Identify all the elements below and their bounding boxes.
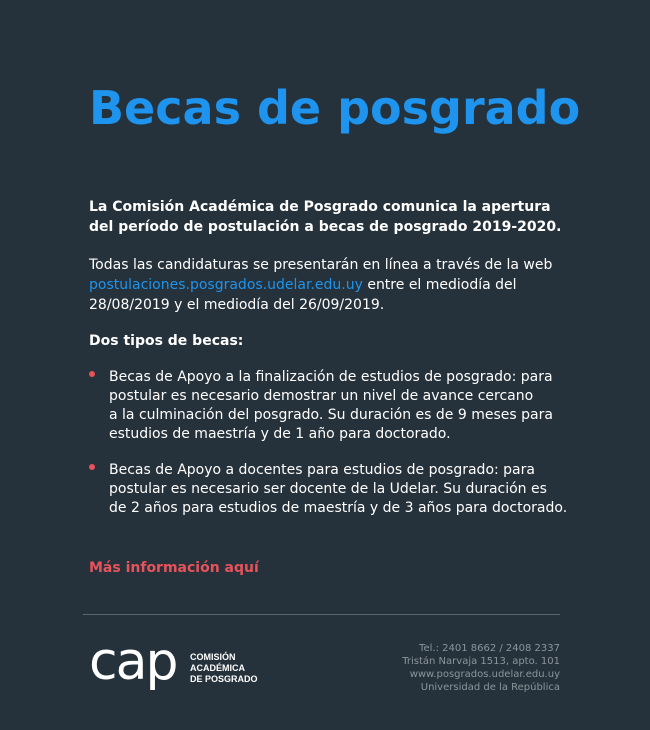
list-item-line: Becas de Apoyo a la finalización de estudios de posgrado: para — [109, 369, 553, 385]
list-item-line: de 2 años para estudios de maestría y de 3 años para doctorado. — [109, 500, 568, 516]
intro-paragraph — [89, 197, 562, 237]
dates-line-rest: entre el mediodía del — [362, 277, 517, 293]
list-item-line: a la culminación del posgrado. Su duración es de 9 meses para — [109, 407, 553, 423]
intro-line: La Comisión Académica de Posgrado comunica la apertura — [89, 199, 551, 215]
contact-address: Tristán Narvaja 1513, apto. 101 — [402, 656, 560, 667]
dates-line: 28/08/2019 y el mediodía del 26/09/2019. — [89, 297, 385, 313]
list-item — [89, 461, 568, 518]
contact-web: www.posgrados.udelar.edu.uy — [409, 669, 560, 680]
logo-text-line: DE POSGRADO — [190, 674, 258, 684]
types-heading: Dos tipos de becas: — [89, 333, 244, 349]
logo-text — [190, 652, 258, 685]
becas-list — [89, 368, 568, 535]
postulaciones-link[interactable]: postulaciones.posgrados.udelar.edu.uy — [89, 277, 363, 293]
page-title: Becas de posgrado — [89, 81, 581, 135]
dates-line — [89, 275, 564, 295]
list-item-line: postular es necesario ser docente de la Udelar. Su duración es — [109, 481, 547, 497]
logo-text-line: COMISIÓN — [190, 652, 236, 662]
logo-text-line: ACADÉMICA — [190, 663, 245, 673]
more-info-link[interactable]: Más información aquí — [89, 560, 259, 576]
list-item-line: postular es necesario demostrar un nivel de avance cercano — [109, 388, 534, 404]
list-item-line: estudios de maestría y de 1 año para doctorado. — [109, 426, 451, 442]
intro-line: del período de postulación a becas de posgrado 2019-2020. — [89, 219, 562, 235]
dates-line: Todas las candidaturas se presentarán en línea a través de la web — [89, 257, 553, 273]
dates-paragraph — [89, 255, 564, 315]
list-item-line: Becas de Apoyo a docentes para estudios de posgrado: para — [109, 462, 535, 478]
contact-phone: Tel.: 2401 8662 / 2408 2337 — [419, 643, 560, 654]
logo-mark: cap — [89, 632, 177, 692]
contact-university: Universidad de la República — [420, 682, 560, 693]
bullet-icon — [89, 464, 95, 470]
bullet-icon — [89, 371, 95, 377]
contact-info — [402, 642, 560, 694]
list-item — [89, 368, 564, 444]
footer-divider — [83, 614, 560, 615]
